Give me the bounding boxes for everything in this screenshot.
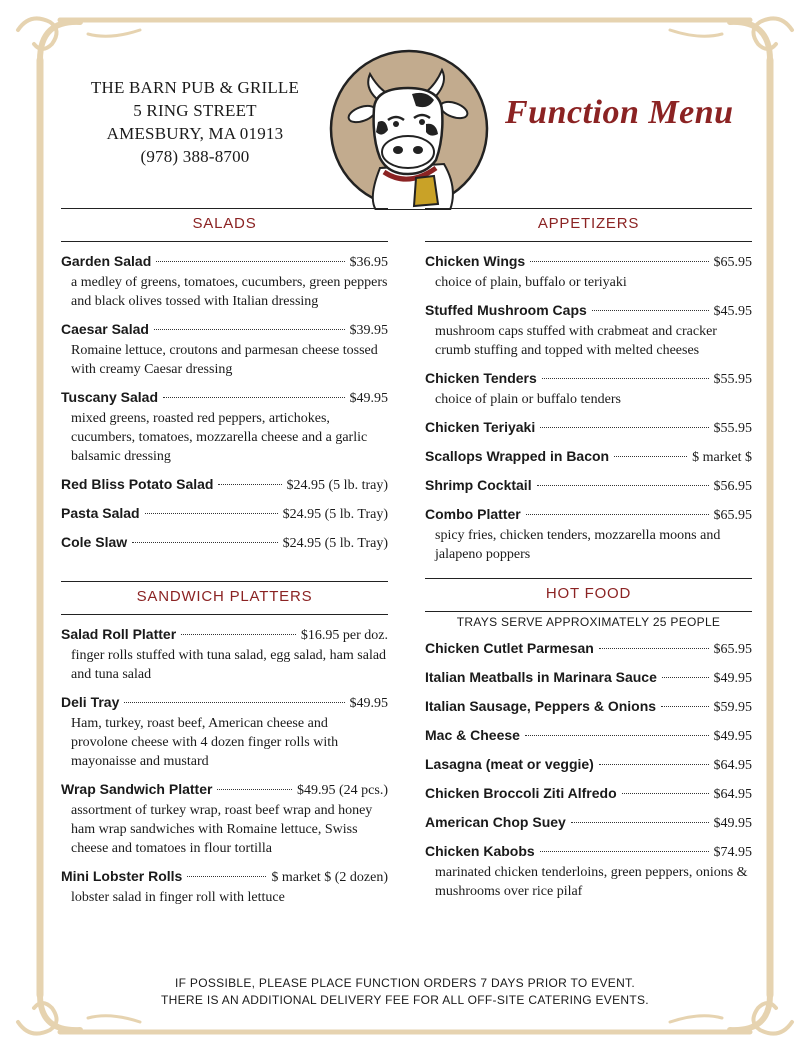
- section-heading: HOT FOOD: [425, 578, 752, 611]
- menu-item-row: [61, 625, 388, 645]
- menu-item-row: [425, 726, 752, 746]
- menu-item-price: $45.95: [713, 304, 752, 319]
- dot-leader: [571, 822, 709, 823]
- menu-item-row: [61, 320, 388, 340]
- dot-leader: [540, 851, 709, 852]
- menu-item-name: Wrap Sandwich Platter: [61, 781, 213, 797]
- dot-leader: [525, 735, 709, 736]
- dot-leader: [622, 793, 709, 794]
- section-divider: [61, 241, 388, 242]
- footer-notes: [0, 975, 810, 1009]
- menu-item-row: [61, 252, 388, 272]
- menu-item: [425, 784, 752, 804]
- restaurant-street: 5 RING STREET: [133, 101, 257, 120]
- menu-item-description: mixed greens, roasted red peppers, artichokes, cucumbers, tomatoes, mozzarella cheese and a garlic balsamic dressing: [71, 411, 368, 464]
- section-sandwich-platters: [61, 581, 388, 907]
- menu-item-price: $55.95: [713, 421, 752, 436]
- menu-item-price: $24.95 (5 lb. Tray): [282, 507, 388, 522]
- dot-leader: [542, 378, 709, 379]
- menu-item-price: $55.95: [713, 372, 752, 387]
- menu-item-price: $49.95 (24 pcs.): [297, 783, 388, 798]
- menu-item-price: $64.95: [713, 787, 752, 802]
- dot-leader: [217, 789, 292, 790]
- menu-item-price: $ market $ (2 dozen): [271, 870, 388, 885]
- menu-item-row: [61, 475, 388, 495]
- menu-item-row: [61, 693, 388, 713]
- left-column: [61, 208, 388, 916]
- menu-item-description: Ham, turkey, roast beef, American cheese and provolone cheese with 4 dozen finger rolls with mayonaisse and mustard: [71, 716, 339, 769]
- dot-leader: [163, 397, 344, 398]
- menu-item: [425, 842, 752, 901]
- restaurant-name: THE BARN PUB & GRILLE: [90, 78, 300, 97]
- restaurant-phone: (978) 388-8700: [140, 147, 250, 166]
- menu-item-description: a medley of greens, tomatoes, cucumbers, green peppers and black olives tossed with Italian dressing: [71, 275, 388, 309]
- dot-leader: [540, 427, 708, 428]
- section-divider: [425, 611, 752, 612]
- section-salads: [61, 208, 388, 553]
- menu-item-row: [425, 639, 752, 659]
- menu-item-row: [425, 697, 752, 717]
- menu-item-name: American Chop Suey: [425, 814, 566, 830]
- menu-item: [425, 418, 752, 438]
- menu-item-price: $16.95 per doz.: [300, 628, 388, 643]
- section-appetizers: [425, 208, 752, 564]
- menu-item-name: Tuscany Salad: [61, 389, 159, 405]
- dot-leader: [218, 484, 281, 485]
- menu-item: [425, 476, 752, 496]
- menu-item-price: $64.95: [713, 758, 752, 773]
- menu-item-name: Salad Roll Platter: [61, 626, 177, 642]
- menu-item-name: Italian Sausage, Peppers & Onions: [425, 698, 657, 714]
- menu-item-row: [425, 418, 752, 438]
- restaurant-city: AMESBURY, MA 01913: [106, 124, 284, 143]
- menu-item-name: Combo Platter: [425, 506, 521, 522]
- dot-leader: [526, 514, 709, 515]
- menu-item-description: mushroom caps stuffed with crabmeat and cracker crumb stuffing and topped with melted cheeses: [435, 324, 717, 358]
- footer-line-1: IF POSSIBLE, PLEASE PLACE FUNCTION ORDERS 7 DAYS PRIOR TO EVENT.: [175, 976, 635, 990]
- menu-item-name: Pasta Salad: [61, 505, 140, 521]
- menu-item-row: [425, 447, 752, 467]
- menu-item-name: Scallops Wrapped in Bacon: [425, 448, 610, 464]
- menu-item: [425, 755, 752, 775]
- menu-item: [61, 252, 388, 311]
- dot-leader: [662, 677, 709, 678]
- menu-item: [425, 639, 752, 659]
- dot-leader: [661, 706, 708, 707]
- dot-leader: [124, 702, 344, 703]
- section-note: TRAYS SERVE APPROXIMATELY 25 PEOPLE: [456, 615, 721, 629]
- section-divider: [61, 614, 388, 615]
- menu-item-price: $65.95: [713, 255, 752, 270]
- menu-item: [425, 447, 752, 467]
- menu-item: [425, 668, 752, 688]
- menu-item-row: [425, 476, 752, 496]
- menu-item: [61, 320, 388, 379]
- menu-item-price: $49.95: [713, 729, 752, 744]
- dot-leader: [154, 329, 345, 330]
- menu-item: [61, 388, 388, 466]
- menu-item-name: Lasagna (meat or veggie): [425, 756, 594, 772]
- dot-leader: [537, 485, 709, 486]
- right-column: [425, 208, 752, 910]
- menu-item-description: choice of plain, buffalo or teriyaki: [435, 275, 627, 290]
- menu-item-name: Italian Meatballs in Marinara Sauce: [425, 669, 657, 685]
- menu-item: [425, 726, 752, 746]
- cow-mascot-icon: [328, 48, 490, 210]
- menu-item-row: [425, 301, 752, 321]
- dot-leader: [156, 261, 344, 262]
- dot-leader: [599, 648, 709, 649]
- menu-item: [61, 475, 388, 495]
- footer-line-2: THERE IS AN ADDITIONAL DELIVERY FEE FOR ALL OFF-SITE CATERING EVENTS.: [161, 993, 649, 1007]
- menu-item-name: Chicken Broccoli Ziti Alfredo: [425, 785, 617, 801]
- menu-item-name: Chicken Wings: [425, 253, 526, 269]
- menu-item: [61, 533, 388, 553]
- dot-leader: [187, 876, 266, 877]
- menu-item: [61, 625, 388, 684]
- menu-item-price: $49.95: [713, 816, 752, 831]
- menu-item: [61, 867, 388, 907]
- menu-item-price: $39.95: [349, 323, 388, 338]
- menu-item-price: $59.95: [713, 700, 752, 715]
- menu-item-price: $24.95 (5 lb. tray): [286, 478, 388, 493]
- menu-item-description: finger rolls stuffed with tuna salad, egg salad, ham salad and tuna salad: [71, 648, 387, 682]
- section-hot-food: [425, 578, 752, 901]
- dot-leader: [530, 261, 708, 262]
- menu-item-name: Chicken Kabobs: [425, 843, 535, 859]
- menu-item-name: Caesar Salad: [61, 321, 149, 337]
- menu-title: Function Menu: [505, 94, 734, 131]
- dot-leader: [181, 634, 296, 635]
- menu-item-description: Romaine lettuce, croutons and parmesan cheese tossed with creamy Caesar dressing: [71, 343, 378, 377]
- menu-item-price: $49.95: [349, 696, 388, 711]
- menu-item-name: Chicken Teriyaki: [425, 419, 536, 435]
- menu-item-row: [425, 252, 752, 272]
- menu-item-row: [425, 755, 752, 775]
- menu-item-name: Mini Lobster Rolls: [61, 868, 183, 884]
- menu-item-row: [425, 784, 752, 804]
- menu-item-description: assortment of turkey wrap, roast beef wrap and honey ham wrap sandwiches with Romaine lettuce, Swiss cheese and tomatoes in flour tortilla: [71, 803, 373, 856]
- menu-item-name: Chicken Cutlet Parmesan: [425, 640, 594, 656]
- menu-item-row: [61, 388, 388, 408]
- dot-leader: [599, 764, 709, 765]
- menu-item-name: Chicken Tenders: [425, 370, 537, 386]
- menu-item-name: Cole Slaw: [61, 534, 128, 550]
- menu-item: [425, 369, 752, 409]
- menu-item-price: $49.95: [349, 391, 388, 406]
- menu-item: [425, 301, 752, 360]
- menu-item: [61, 693, 388, 771]
- menu-item-description: marinated chicken tenderloins, green peppers, onions & mushrooms over rice pilaf: [435, 865, 748, 899]
- dot-leader: [145, 513, 278, 514]
- menu-item-row: [61, 504, 388, 524]
- dot-leader: [592, 310, 709, 311]
- menu-item: [61, 504, 388, 524]
- menu-item: [425, 505, 752, 564]
- menu-item-price: $56.95: [713, 479, 752, 494]
- menu-item-price: $ market $: [692, 450, 752, 465]
- menu-item-price: $49.95: [713, 671, 752, 686]
- menu-item-row: [425, 369, 752, 389]
- menu-item-name: Red Bliss Potato Salad: [61, 476, 214, 492]
- restaurant-header: [60, 76, 330, 168]
- menu-item: [61, 780, 388, 858]
- menu-item-row: [425, 842, 752, 862]
- menu-item-name: Garden Salad: [61, 253, 152, 269]
- menu-item-price: $74.95: [713, 845, 752, 860]
- menu-item-row: [425, 668, 752, 688]
- dot-leader: [132, 542, 277, 543]
- menu-item-row: [425, 813, 752, 833]
- menu-item-row: [61, 780, 388, 800]
- menu-item-name: Stuffed Mushroom Caps: [425, 302, 587, 318]
- section-heading: SANDWICH PLATTERS: [61, 581, 388, 614]
- menu-item-row: [61, 533, 388, 553]
- section-divider: [425, 241, 752, 242]
- menu-item: [425, 697, 752, 717]
- menu-item-price: $24.95 (5 lb. Tray): [282, 536, 388, 551]
- menu-item-description: choice of plain or buffalo tenders: [435, 392, 621, 407]
- dot-leader: [614, 456, 687, 457]
- menu-item-description: lobster salad in finger roll with lettuce: [71, 890, 285, 905]
- menu-item-row: [425, 505, 752, 525]
- menu-item-price: $65.95: [713, 508, 752, 523]
- menu-item-row: [61, 867, 388, 887]
- menu-item-name: Mac & Cheese: [425, 727, 520, 743]
- menu-item: [425, 813, 752, 833]
- menu-item: [425, 252, 752, 292]
- menu-item-name: Deli Tray: [61, 694, 120, 710]
- section-heading: APPETIZERS: [425, 208, 752, 241]
- section-heading: SALADS: [61, 208, 388, 241]
- menu-item-price: $36.95: [349, 255, 388, 270]
- menu-item-price: $65.95: [713, 642, 752, 657]
- menu-item-name: Shrimp Cocktail: [425, 477, 532, 493]
- menu-item-description: spicy fries, chicken tenders, mozzarella moons and jalapeno poppers: [435, 528, 721, 562]
